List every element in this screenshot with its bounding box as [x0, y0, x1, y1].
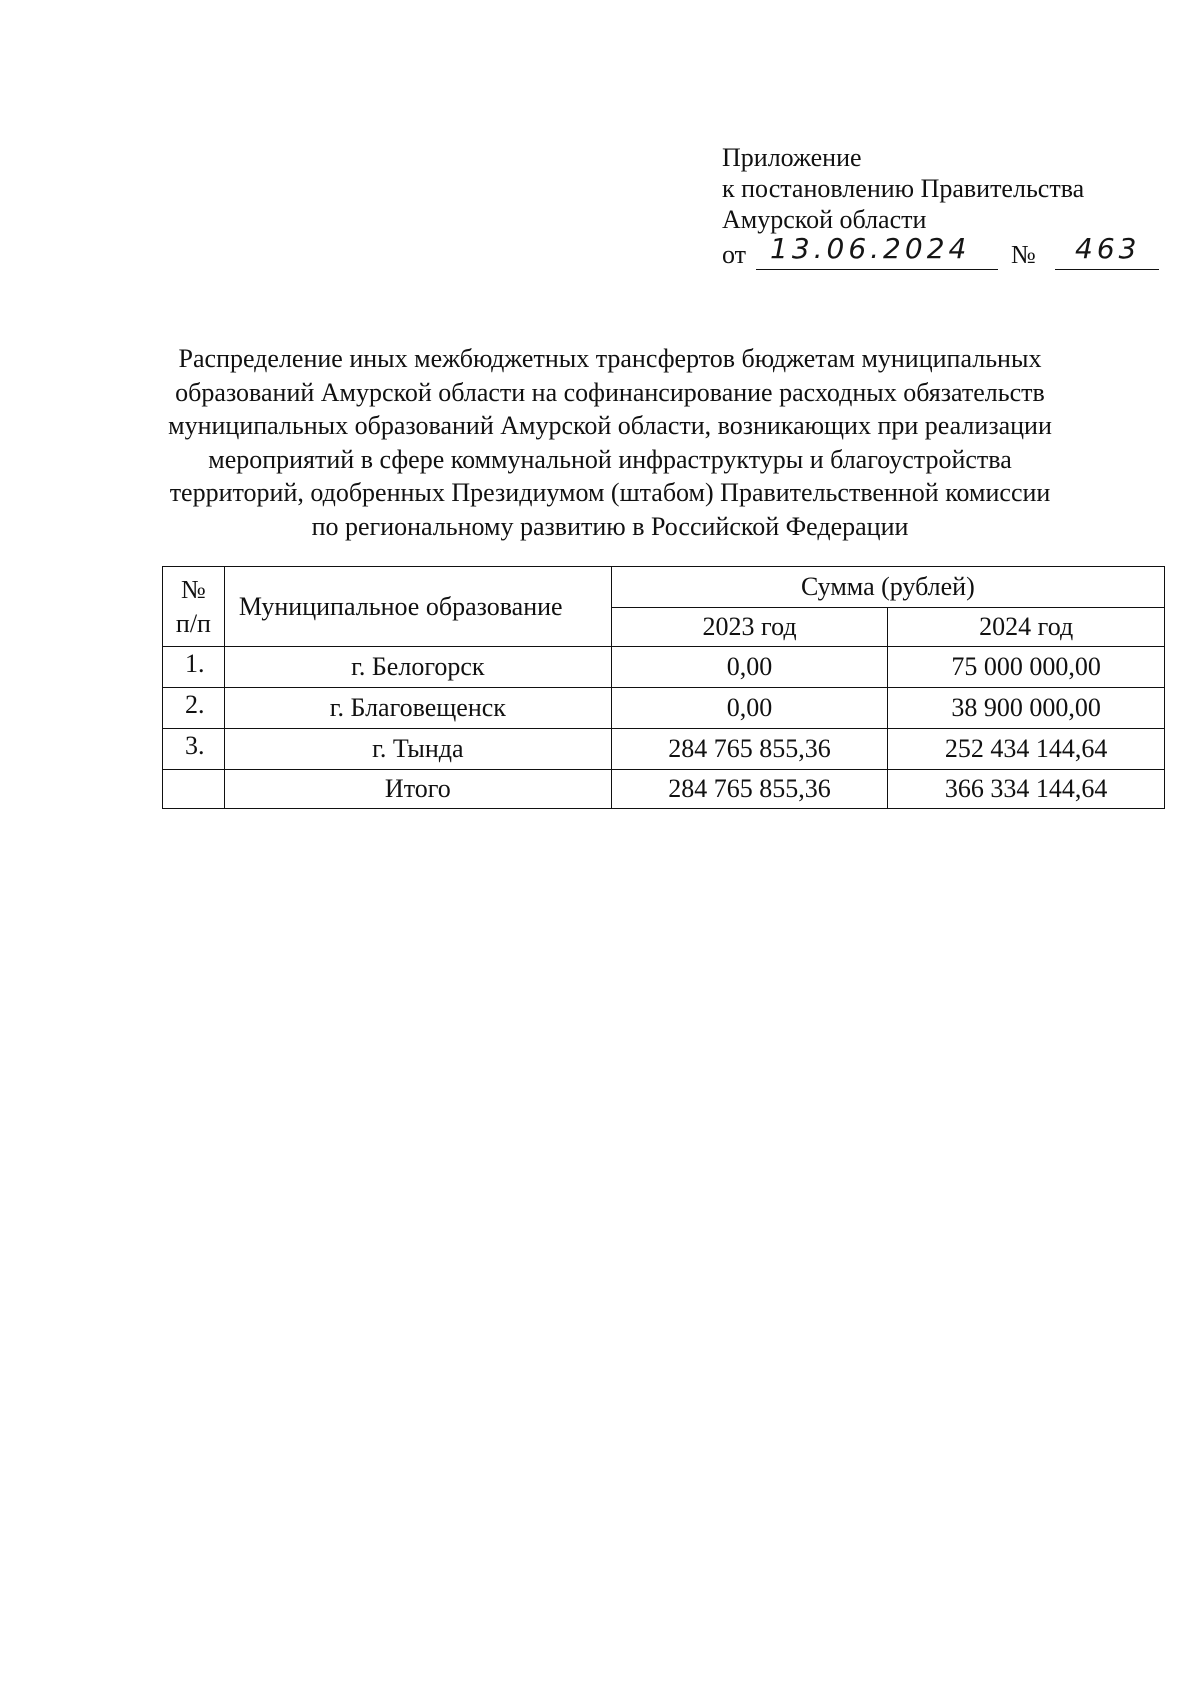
total-number-empty: [163, 770, 225, 809]
handwritten-date: 13.06.2024: [770, 232, 971, 265]
row-number: 2.: [163, 688, 225, 729]
row-amount-2024: 75 000 000,00: [888, 647, 1165, 688]
title-line: мероприятий в сфере коммунальной инфраструктуры и благоустройства: [208, 444, 1012, 474]
header-sum: Сумма (рублей): [611, 567, 1164, 608]
title-line: территорий, одобренных Президиумом (штабом) Правительственной комиссии: [169, 478, 1051, 507]
title-line: по региональному развитию в Российской Федерации: [311, 511, 909, 541]
annex-block: [722, 142, 1141, 269]
header-number-symbol: №: [181, 574, 206, 604]
total-label: Итого: [224, 770, 611, 809]
annex-line-3: Амурской области: [722, 205, 927, 234]
number-field: [1055, 232, 1159, 270]
document-title: [150, 342, 1070, 543]
table-row: [163, 647, 1165, 688]
header-number-abbr: п/п: [175, 608, 211, 638]
total-amount-2024: 366 334 144,64: [888, 770, 1165, 809]
annex-reference-line: [722, 232, 1141, 269]
allocation-table: [162, 566, 1165, 809]
title-line: муниципальных образований Амурской области, возникающих при реализации: [168, 411, 1052, 440]
row-municipality: г. Белогорск: [224, 647, 611, 688]
annex-line-1: Приложение: [722, 143, 862, 172]
number-label: №: [1011, 240, 1036, 269]
table-row: [163, 729, 1165, 770]
row-number: 3.: [163, 729, 225, 770]
row-amount-2023: 284 765 855,36: [611, 729, 888, 770]
date-field: [756, 232, 998, 270]
row-number: 1.: [163, 647, 225, 688]
table-header-row: [163, 567, 1165, 608]
from-label: от: [722, 240, 747, 269]
row-amount-2024: 38 900 000,00: [888, 688, 1165, 729]
header-year-2023: 2023 год: [611, 608, 888, 647]
row-municipality: г. Благовещенск: [224, 688, 611, 729]
row-municipality: г. Тында: [224, 729, 611, 770]
header-municipality: Муниципальное образование: [224, 567, 611, 647]
row-amount-2024: 252 434 144,64: [888, 729, 1165, 770]
table-row: [163, 688, 1165, 729]
row-amount-2023: 0,00: [611, 647, 888, 688]
total-amount-2023: 284 765 855,36: [611, 770, 888, 809]
table-total-row: [163, 770, 1165, 809]
header-year-2024: 2024 год: [888, 608, 1165, 647]
title-line: образований Амурской области на софинансирование расходных обязательств: [175, 377, 1045, 407]
handwritten-number: 463: [1075, 232, 1141, 265]
annex-line-2: к постановлению Правительства: [722, 174, 1085, 203]
title-line: Распределение иных межбюджетных трансфертов бюджетам муниципальных: [178, 344, 1042, 373]
row-amount-2023: 0,00: [611, 688, 888, 729]
header-number-cell: [163, 567, 225, 647]
